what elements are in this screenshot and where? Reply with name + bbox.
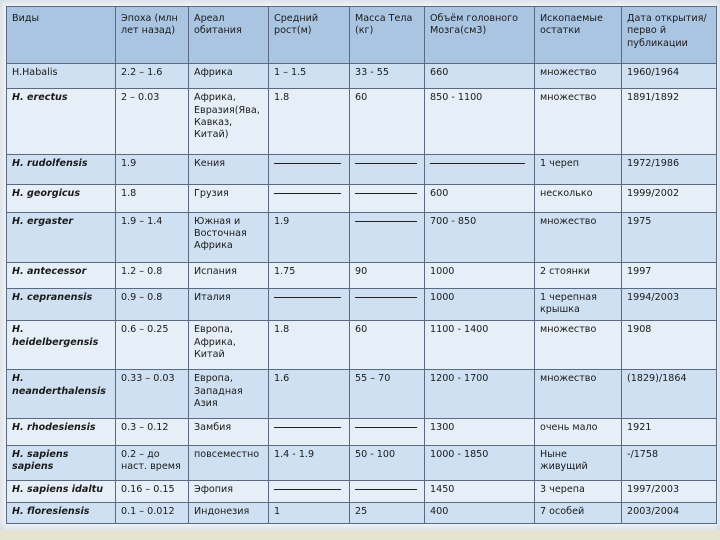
date-cell: 2003/2004 — [622, 502, 717, 523]
empty-dash — [355, 221, 417, 222]
mass-cell: 33 - 55 — [350, 64, 425, 89]
epoch-cell: 0.9 – 0.8 — [116, 288, 189, 321]
header-height: Средний рост(м) — [269, 7, 350, 64]
brain-cell: 1000 — [425, 288, 535, 321]
empty-dash — [274, 193, 341, 194]
range-cell: Замбия — [189, 419, 269, 445]
mass-cell — [350, 288, 425, 321]
species-cell: H. antecessor — [7, 263, 116, 288]
fossils-cell: множество — [535, 370, 622, 419]
height-cell: 1.4 - 1.9 — [269, 445, 350, 481]
height-cell: 1.8 — [269, 321, 350, 370]
header-mass: Масса Тела (кг) — [350, 7, 425, 64]
epoch-cell: 0.33 – 0.03 — [116, 370, 189, 419]
fossils-cell: 1 череп — [535, 154, 622, 185]
range-cell: Индонезия — [189, 502, 269, 523]
table-row — [7, 321, 717, 370]
date-cell: 1960/1964 — [622, 64, 717, 89]
brain-cell: 1100 - 1400 — [425, 321, 535, 370]
empty-dash — [355, 297, 417, 298]
range-cell: Кения — [189, 154, 269, 185]
species-cell: H.Habalis — [7, 64, 116, 89]
range-cell: Южная и Восточная Африка — [189, 212, 269, 263]
mass-cell — [350, 419, 425, 445]
fossils-cell: 7 особей — [535, 502, 622, 523]
species-cell: H. rhodesiensis — [7, 419, 116, 445]
epoch-cell: 1.2 – 0.8 — [116, 263, 189, 288]
epoch-cell: 2.2 – 1.6 — [116, 64, 189, 89]
table-row — [7, 288, 717, 321]
date-cell: 1999/2002 — [622, 185, 717, 212]
brain-cell: 1450 — [425, 481, 535, 502]
brain-cell: 600 — [425, 185, 535, 212]
header-fossils: Ископаемые остатки — [535, 7, 622, 64]
table-header-row — [7, 7, 717, 64]
height-cell — [269, 419, 350, 445]
height-cell — [269, 481, 350, 502]
fossils-cell: множество — [535, 321, 622, 370]
brain-cell: 660 — [425, 64, 535, 89]
range-cell: Италия — [189, 288, 269, 321]
range-cell: Африка, Евразия(Ява, Кавказ, Китай) — [189, 89, 269, 154]
height-cell — [269, 154, 350, 185]
date-cell: 1908 — [622, 321, 717, 370]
species-cell: H. heidelbergensis — [7, 321, 116, 370]
mass-cell — [350, 185, 425, 212]
empty-dash — [274, 427, 341, 428]
mass-cell: 50 - 100 — [350, 445, 425, 481]
species-cell: H. ergaster — [7, 212, 116, 263]
table-row — [7, 154, 717, 185]
date-cell: (1829)/1864 — [622, 370, 717, 419]
hominid-species-table — [6, 6, 717, 524]
fossils-cell: 3 черепа — [535, 481, 622, 502]
range-cell: Грузия — [189, 185, 269, 212]
table-row — [7, 263, 717, 288]
range-cell: Европа, Африка, Китай — [189, 321, 269, 370]
fossils-cell: множество — [535, 89, 622, 154]
species-cell: H. erectus — [7, 89, 116, 154]
fossils-cell: Ныне живущий — [535, 445, 622, 481]
species-cell: H. cepranensis — [7, 288, 116, 321]
fossils-cell: множество — [535, 212, 622, 263]
height-cell: 1.6 — [269, 370, 350, 419]
height-cell: 1 — [269, 502, 350, 523]
epoch-cell: 0.3 – 0.12 — [116, 419, 189, 445]
mass-cell: 60 — [350, 89, 425, 154]
empty-dash — [355, 193, 417, 194]
species-cell: H. floresiensis — [7, 502, 116, 523]
range-cell: повсеместно — [189, 445, 269, 481]
epoch-cell: 0.16 – 0.15 — [116, 481, 189, 502]
empty-dash — [430, 163, 525, 164]
header-species: Виды — [7, 7, 116, 64]
epoch-cell: 0.1 – 0.012 — [116, 502, 189, 523]
species-cell: H. sapiens sapiens — [7, 445, 116, 481]
fossils-cell: 1 черепная крышка — [535, 288, 622, 321]
header-range: Ареал обитания — [189, 7, 269, 64]
mass-cell: 90 — [350, 263, 425, 288]
empty-dash — [274, 489, 341, 490]
height-cell: 1 – 1.5 — [269, 64, 350, 89]
range-cell: Испания — [189, 263, 269, 288]
date-cell: 1994/2003 — [622, 288, 717, 321]
brain-cell: 850 - 1100 — [425, 89, 535, 154]
species-cell: H. georgicus — [7, 185, 116, 212]
height-cell: 1.75 — [269, 263, 350, 288]
brain-cell: 400 — [425, 502, 535, 523]
header-brain: Объём головного Мозга(см3) — [425, 7, 535, 64]
epoch-cell: 1.9 — [116, 154, 189, 185]
empty-dash — [355, 427, 417, 428]
date-cell: 1891/1892 — [622, 89, 717, 154]
header-epoch: Эпоха (млн лет назад) — [116, 7, 189, 64]
table-row — [7, 89, 717, 154]
brain-cell: 700 - 850 — [425, 212, 535, 263]
epoch-cell: 2 – 0.03 — [116, 89, 189, 154]
fossils-cell: очень мало — [535, 419, 622, 445]
height-cell — [269, 185, 350, 212]
table-row — [7, 502, 717, 523]
brain-cell: 1000 — [425, 263, 535, 288]
table-row — [7, 481, 717, 502]
mass-cell: 55 – 70 — [350, 370, 425, 419]
empty-dash — [355, 163, 417, 164]
bottom-strip — [0, 530, 720, 540]
table-row — [7, 419, 717, 445]
epoch-cell: 0.2 – до наст. время — [116, 445, 189, 481]
brain-cell — [425, 154, 535, 185]
date-cell: 1975 — [622, 212, 717, 263]
empty-dash — [274, 297, 341, 298]
date-cell: 1997/2003 — [622, 481, 717, 502]
brain-cell: 1300 — [425, 419, 535, 445]
mass-cell: 25 — [350, 502, 425, 523]
epoch-cell: 0.6 – 0.25 — [116, 321, 189, 370]
brain-cell: 1200 - 1700 — [425, 370, 535, 419]
species-cell: H. neanderthalensis — [7, 370, 116, 419]
mass-cell — [350, 212, 425, 263]
empty-dash — [355, 489, 417, 490]
table-row — [7, 445, 717, 481]
date-cell: -/1758 — [622, 445, 717, 481]
date-cell: 1972/1986 — [622, 154, 717, 185]
range-cell: Эфопия — [189, 481, 269, 502]
epoch-cell: 1.9 – 1.4 — [116, 212, 189, 263]
empty-dash — [274, 163, 341, 164]
mass-cell — [350, 481, 425, 502]
table-row — [7, 370, 717, 419]
range-cell: Европа, Западная Азия — [189, 370, 269, 419]
table-row — [7, 64, 717, 89]
fossils-cell: несколько — [535, 185, 622, 212]
height-cell — [269, 288, 350, 321]
range-cell: Африка — [189, 64, 269, 89]
table-row — [7, 185, 717, 212]
fossils-cell: множество — [535, 64, 622, 89]
date-cell: 1997 — [622, 263, 717, 288]
species-cell: H. sapiens idaltu — [7, 481, 116, 502]
mass-cell — [350, 154, 425, 185]
height-cell: 1.8 — [269, 89, 350, 154]
header-date: Дата открытия/перво й публикации — [622, 7, 717, 64]
brain-cell: 1000 - 1850 — [425, 445, 535, 481]
table-row — [7, 212, 717, 263]
height-cell: 1.9 — [269, 212, 350, 263]
epoch-cell: 1.8 — [116, 185, 189, 212]
mass-cell: 60 — [350, 321, 425, 370]
species-cell: H. rudolfensis — [7, 154, 116, 185]
fossils-cell: 2 стоянки — [535, 263, 622, 288]
date-cell: 1921 — [622, 419, 717, 445]
